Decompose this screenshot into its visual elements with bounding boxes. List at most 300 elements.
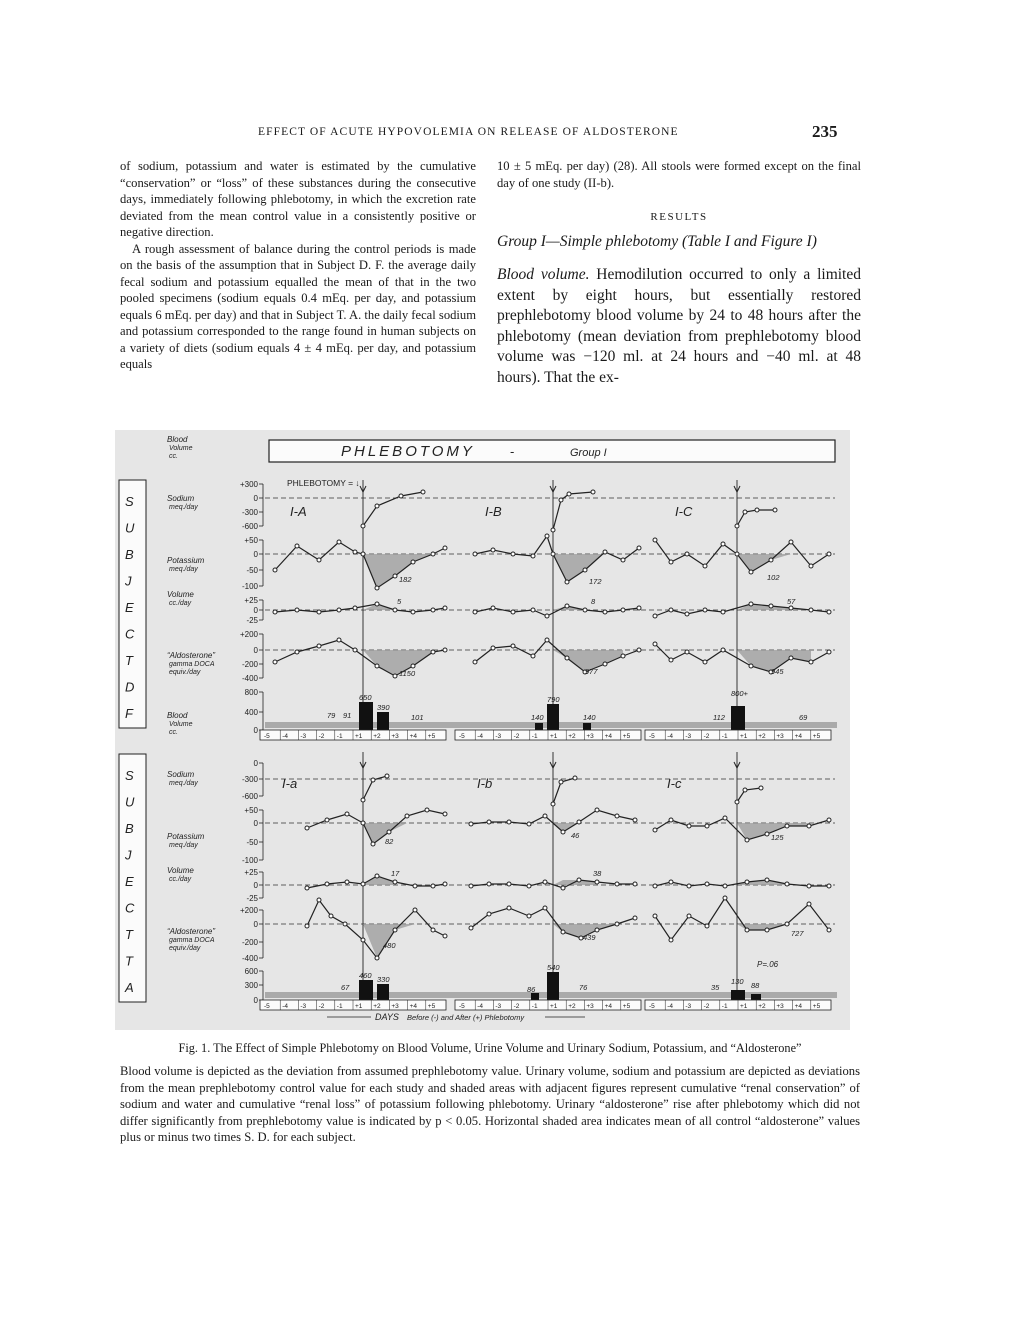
- volume-series-I-B-point: [511, 644, 515, 648]
- potassium-series-I-b-point: [543, 880, 547, 884]
- y-tick-label-blood: +300: [239, 480, 258, 489]
- value-annotation: 460: [359, 971, 372, 980]
- day-label: -3: [685, 733, 692, 740]
- day-label: +5: [622, 1003, 631, 1010]
- potassium-series-I-b-point: [615, 882, 619, 886]
- row-label-blood: Volume: [169, 721, 193, 728]
- potassium-series-I-A-point: [411, 610, 415, 614]
- potassium-series-I-C-point: [827, 610, 831, 614]
- aldo-bar-I-C-1: [731, 706, 745, 730]
- day-label: +2: [373, 733, 381, 740]
- sodium-series-I-A-point: [361, 552, 365, 556]
- volume-series-I-b-point: [543, 906, 547, 910]
- day-label: -2: [513, 1003, 520, 1010]
- row-label-volume: cc./day: [169, 600, 192, 607]
- potassium-series-I-B-point: [545, 614, 549, 618]
- volume-series-I-C-point: [703, 660, 707, 664]
- y-tick-label-aldo: 0: [253, 996, 258, 1005]
- y-tick-label-aldo: 300: [244, 981, 258, 990]
- blood-volume-text: Hemodilution occurred to only a limited extent by eight hours, but essentially restored prephlebotomy blood volume by 24 to 48 hours after the phlebotomy (mean deviation from prephlebotomy blood volume was −120 ml. at 24 hours and −40 ml. at 48 hours). That the ex-: [497, 266, 861, 386]
- sodium-series-I-C-point: [721, 542, 725, 546]
- aldo-bar-I-B-2: [535, 723, 543, 730]
- blood-series-I-A-point: [361, 524, 365, 528]
- figure-title-dash: -: [510, 444, 515, 459]
- day-label: -5: [264, 733, 270, 740]
- y-tick-label-sodium: +50: [244, 806, 258, 815]
- potassium-series-I-C-point: [669, 608, 673, 612]
- day-label: -5: [459, 1003, 465, 1010]
- left-paragraph-1: of sodium, potassium and water is estimated by the cumulative “conservation” or “loss” of these substances during the consecutive days, immediately following phlebotomy, in which the excretion rate deviated from the mean control value in a consistently positive or negative direction.: [120, 159, 476, 239]
- row-label-sodium: Sodium: [167, 770, 195, 779]
- sodium-series-I-A-point: [295, 544, 299, 548]
- value-annotation: 88: [751, 981, 760, 990]
- value-annotation: 182: [399, 575, 412, 584]
- volume-series-I-b-point: [507, 906, 511, 910]
- y-tick-label-sodium: 0: [253, 550, 258, 559]
- volume-series-I-c-point: [785, 922, 789, 926]
- day-label: -5: [649, 1003, 655, 1010]
- volume-series-I-B-point: [637, 648, 641, 652]
- day-label: -3: [495, 1003, 502, 1010]
- value-annotation: 5: [397, 597, 402, 606]
- sodium-series-I-b-point: [543, 814, 547, 818]
- panel-name-top: I-B: [485, 504, 502, 519]
- side-letter-bottom: S: [125, 768, 134, 783]
- y-tick-label-volume: -400: [241, 674, 258, 683]
- blood-series-I-b-point: [551, 802, 555, 806]
- value-annotation: 82: [385, 837, 394, 846]
- volume-series-I-c-point: [807, 902, 811, 906]
- value-annotation: 69: [799, 713, 808, 722]
- y-tick-label-volume: +200: [239, 906, 258, 915]
- right-continuation: 10 ± 5 mEq. per day) (28). All stools were formed except on the final day of one study (II-b).: [497, 159, 861, 190]
- potassium-series-I-B-point: [473, 610, 477, 614]
- potassium-series-I-A-point: [295, 608, 299, 612]
- day-label: +1: [740, 1003, 748, 1010]
- day-label: +5: [427, 1003, 436, 1010]
- potassium-series-I-c-point: [785, 882, 789, 886]
- blood-series-I-A-point: [399, 494, 403, 498]
- potassium-series-I-C-point: [809, 608, 813, 612]
- day-label: -4: [477, 733, 483, 740]
- volume-series-I-b-point: [561, 930, 565, 934]
- potassium-series-I-b-point: [487, 882, 491, 886]
- sodium-series-I-b-point: [595, 808, 599, 812]
- sodium-series-I-C-point: [789, 540, 793, 544]
- volume-series-I-a-point: [329, 914, 333, 918]
- volume-series-I-B-point: [545, 638, 549, 642]
- potassium-series-I-B-point: [603, 610, 607, 614]
- value-annotation: 650: [359, 693, 372, 702]
- blood-series-I-a-point: [361, 798, 365, 802]
- potassium-series-I-a-point: [305, 886, 309, 890]
- sodium-series-I-C-point: [653, 538, 657, 542]
- row-label-sodium: Sodium: [167, 494, 195, 503]
- volume-series-I-B-point: [473, 660, 477, 664]
- y-tick-label-sodium: -50: [246, 838, 258, 847]
- row-label-potassium: Potassium: [167, 556, 205, 565]
- potassium-series-I-c-point: [669, 880, 673, 884]
- value-annotation: 17: [391, 869, 400, 878]
- left-column: [120, 158, 476, 373]
- value-annotation: 8: [591, 597, 596, 606]
- sodium-series-I-b-point: [527, 822, 531, 826]
- potassium-series-I-b-point: [561, 886, 565, 890]
- row-label-potassium: meq./day: [169, 566, 198, 573]
- volume-series-I-A-point: [393, 674, 397, 678]
- sodium-series-I-a-point: [405, 814, 409, 818]
- volume-series-I-A-point: [353, 648, 357, 652]
- potassium-series-I-b-point: [633, 882, 637, 886]
- sodium-series-I-c-point: [723, 816, 727, 820]
- aldo-bar-I-B-1: [547, 704, 559, 730]
- volume-series-I-a-point: [431, 928, 435, 932]
- day-label: -2: [703, 1003, 710, 1010]
- value-annotation: 67: [341, 983, 350, 992]
- row-label-blood: Blood: [167, 711, 188, 720]
- value-annotation: 727: [791, 929, 804, 938]
- value-annotation: 79: [327, 711, 336, 720]
- volume-series-I-b-point: [469, 926, 473, 930]
- side-letter-bottom: T: [125, 927, 133, 942]
- y-tick-label-aldo: 600: [244, 967, 258, 976]
- figure-group-label: Group I: [570, 447, 607, 459]
- day-label: -5: [264, 1003, 270, 1010]
- y-tick-label-sodium: -50: [246, 566, 258, 575]
- potassium-series-I-B-point: [565, 604, 569, 608]
- volume-series-I-A-point: [375, 664, 379, 668]
- potassium-series-I-A-point: [375, 602, 379, 606]
- day-label: -1: [336, 733, 343, 740]
- figure-title: PHLEBOTOMY: [341, 443, 475, 460]
- sodium-series-I-B-point: [565, 580, 569, 584]
- potassium-series-I-C-point: [685, 612, 689, 616]
- side-letter-top: T: [125, 653, 133, 668]
- potassium-series-I-a-point: [413, 884, 417, 888]
- blood-series-I-B-point: [559, 498, 563, 502]
- blood-series-I-c-point: [759, 786, 763, 790]
- day-label: -3: [300, 1003, 307, 1010]
- volume-series-I-a-point: [305, 924, 309, 928]
- value-annotation: 101: [411, 713, 424, 722]
- day-label: -3: [685, 1003, 692, 1010]
- sodium-series-I-a-point: [425, 808, 429, 812]
- sodium-series-I-B-point: [473, 552, 477, 556]
- potassium-series-I-B-point: [531, 608, 535, 612]
- volume-series-I-a-point: [375, 956, 379, 960]
- row-label-sodium: meq./day: [169, 780, 198, 787]
- row-label-volume: Volume: [167, 866, 194, 875]
- row-label-aldo: equiv./day: [169, 669, 201, 676]
- potassium-series-I-A-point: [317, 610, 321, 614]
- volume-series-I-c-point: [705, 924, 709, 928]
- y-tick-label-potassium: 0: [253, 606, 258, 615]
- page-header: [0, 124, 1020, 146]
- days-legend: Before (-) and After (+) Phlebotomy: [407, 1013, 525, 1022]
- volume-series-I-b-point: [595, 928, 599, 932]
- row-label-aldo: “Aldosterone”: [167, 651, 216, 660]
- day-label: -1: [721, 733, 728, 740]
- y-tick-label-volume: 0: [253, 646, 258, 655]
- sodium-series-I-B-point: [621, 558, 625, 562]
- volume-series-I-C-point: [749, 664, 753, 668]
- row-label-blood: cc.: [169, 453, 178, 460]
- y-tick-label-potassium: +25: [244, 868, 258, 877]
- side-letter-top: B: [125, 547, 134, 562]
- row-label-potassium: Potassium: [167, 832, 205, 841]
- value-annotation: 800+: [731, 689, 748, 698]
- volume-series-I-c-point: [745, 928, 749, 932]
- side-letter-bottom: T: [125, 953, 133, 969]
- y-tick-label-volume: 0: [253, 920, 258, 929]
- sodium-series-I-A-point: [337, 540, 341, 544]
- aldo-bar-I-A-2: [377, 712, 389, 730]
- aldo-bar-I-B-3: [583, 723, 591, 730]
- day-label: +5: [812, 733, 821, 740]
- volume-series-I-c-point: [669, 938, 673, 942]
- sodium-series-I-a-point: [345, 812, 349, 816]
- day-label: +3: [391, 733, 399, 740]
- volume-series-I-c-point: [765, 928, 769, 932]
- blood-series-I-B-point: [551, 528, 555, 532]
- day-label: +3: [586, 733, 594, 740]
- row-label-blood: cc.: [169, 729, 178, 736]
- volume-series-I-C-point: [685, 650, 689, 654]
- y-tick-label-blood: 0: [253, 494, 258, 503]
- potassium-series-I-b-point: [527, 884, 531, 888]
- y-tick-label-aldo: 0: [253, 726, 258, 735]
- value-annotation: 480: [383, 941, 396, 950]
- value-annotation: 439: [583, 933, 596, 942]
- potassium-series-I-A-point: [431, 608, 435, 612]
- days-label: DAYS: [375, 1012, 399, 1022]
- day-label: +1: [355, 733, 363, 740]
- y-tick-label-aldo: 800: [244, 688, 258, 697]
- volume-series-I-B-point: [491, 646, 495, 650]
- volume-series-I-A-point: [431, 650, 435, 654]
- value-annotation: 140: [531, 713, 544, 722]
- blood-series-I-b-point: [559, 780, 563, 784]
- blood-series-I-C-point: [735, 524, 739, 528]
- p-value-annotation: P=.06: [757, 960, 779, 969]
- volume-series-I-B-point: [565, 656, 569, 660]
- day-label: +4: [409, 1003, 418, 1010]
- potassium-series-I-A-point: [337, 608, 341, 612]
- volume-series-I-B-point: [531, 654, 535, 658]
- day-label: -1: [336, 1003, 343, 1010]
- volume-series-I-a-point: [317, 898, 321, 902]
- potassium-series-I-B-point: [491, 606, 495, 610]
- potassium-series-I-B-point: [583, 608, 587, 612]
- left-paragraph-2: A rough assessment of balance during the control periods is made on the basis of the assumption that in Subject D. F. the average daily fecal sodium and potassium equalled the mean of that in the two pooled specimens (sodium equals 0.4 mEq. per day, and potassium equals 6 mEq. per day) and that in Subject T. A. the daily fecal sodium and potassium corresponded to the range found in human subjects on a variety of diets (sodium equals 4 ± 4 mEq. per day, and potassium equals: [120, 241, 476, 371]
- value-annotation: 1150: [399, 669, 416, 678]
- y-tick-label-blood: 0: [253, 759, 258, 768]
- value-annotation: 91: [343, 711, 352, 720]
- day-label: +4: [604, 733, 613, 740]
- day-label: +4: [604, 1003, 613, 1010]
- side-letter-top: F: [125, 706, 133, 721]
- day-label: +3: [776, 733, 784, 740]
- day-label: -5: [459, 733, 465, 740]
- day-label: -3: [300, 733, 307, 740]
- value-annotation: 35: [711, 983, 720, 992]
- sodium-series-I-B-point: [603, 550, 607, 554]
- potassium-series-I-B-point: [511, 610, 515, 614]
- volume-series-I-a-point: [361, 938, 365, 942]
- right-column: [497, 158, 861, 388]
- caption-body: Blood volume is depicted as the deviation from assumed prephlebotomy value. Urinary volume, sodium and potassium are depicted as deviations from the mean prephlebotomy control value for each study and shaded areas with adjacent figures represent cumulative “renal conservation” of sodium and water and cumulative “renal loss” of potassium following phlebotomy. Urinary “aldosterone” rise after phlebotomy which did not differ significantly from prephlebotomy value is indicated by p < 0.05. Horizontal shaded area indicates mean of all control “aldosterone” values plus or minus two times S. D. for each subject.: [120, 1064, 860, 1144]
- y-tick-label-sodium: 0: [253, 819, 258, 828]
- phlebotomy-marker-legend: PHLEBOTOMY = ↓: [287, 478, 360, 488]
- panel-name-bottom: I-a: [282, 776, 298, 791]
- volume-series-I-a-point: [393, 928, 397, 932]
- blood-series-I-b-point: [573, 776, 577, 780]
- volume-series-I-A-point: [273, 660, 277, 664]
- y-tick-label-sodium: -100: [241, 856, 258, 865]
- side-letter-bottom: U: [125, 794, 135, 810]
- potassium-series-I-c-point: [653, 884, 657, 888]
- potassium-series-I-c-point: [765, 878, 769, 882]
- sodium-series-I-A-point: [317, 558, 321, 562]
- y-tick-label-aldo: 400: [244, 708, 258, 717]
- aldo-bar-I-b-2: [531, 993, 539, 1000]
- row-label-aldo: “Aldosterone”: [167, 927, 216, 936]
- side-letter-bottom: J: [125, 847, 132, 863]
- potassium-series-I-C-point: [653, 614, 657, 618]
- row-label-sodium: meq./day: [169, 504, 198, 511]
- group-heading: Group I—Simple phlebotomy (Table I and Figure I): [497, 233, 817, 250]
- potassium-series-I-A-point: [353, 606, 357, 610]
- potassium-series-I-c-point: [723, 884, 727, 888]
- sodium-series-I-b-point: [633, 818, 637, 822]
- potassium-series-I-a-point: [431, 884, 435, 888]
- y-tick-label-blood: -300: [241, 775, 258, 784]
- potassium-series-I-c-point: [745, 880, 749, 884]
- day-label: -2: [703, 733, 710, 740]
- sodium-series-I-A-point: [431, 552, 435, 556]
- sodium-series-I-A-point: [273, 568, 277, 572]
- volume-series-I-B-point: [621, 654, 625, 658]
- volume-series-I-A-point: [295, 650, 299, 654]
- running-head: EFFECT OF ACUTE HYPOVOLEMIA ON RELEASE OF ALDOSTERONE: [258, 126, 679, 138]
- side-letter-top: S: [125, 494, 134, 509]
- sodium-series-I-c-point: [687, 824, 691, 828]
- potassium-series-I-A-point: [273, 610, 277, 614]
- side-letter-bottom: B: [125, 821, 134, 836]
- sodium-series-I-A-point: [353, 550, 357, 554]
- blood-series-I-a-point: [371, 778, 375, 782]
- day-label: +1: [355, 1003, 363, 1010]
- sodium-series-I-a-point: [371, 842, 375, 846]
- day-label: -2: [318, 733, 325, 740]
- volume-series-I-C-point: [721, 648, 725, 652]
- volume-series-I-B-point: [603, 662, 607, 666]
- value-annotation: 125: [771, 833, 784, 842]
- volume-series-I-C-point: [827, 650, 831, 654]
- panel-name-top: I-C: [675, 504, 693, 519]
- sodium-series-I-C-point: [703, 564, 707, 568]
- day-label: -2: [513, 733, 520, 740]
- volume-series-I-c-point: [827, 928, 831, 932]
- day-label: -4: [667, 733, 673, 740]
- sodium-series-I-c-point: [653, 828, 657, 832]
- value-annotation: 86: [527, 985, 536, 994]
- sodium-series-I-c-point: [785, 824, 789, 828]
- aldo-bar-I-c-1: [731, 990, 745, 1000]
- day-label: +3: [391, 1003, 399, 1010]
- y-tick-label-volume: -400: [241, 954, 258, 963]
- sodium-series-I-c-point: [745, 838, 749, 842]
- sodium-series-I-C-point: [827, 552, 831, 556]
- day-label: +2: [568, 733, 576, 740]
- day-label: -4: [282, 1003, 288, 1010]
- day-label: -3: [495, 733, 502, 740]
- sodium-series-I-b-point: [469, 822, 473, 826]
- aldo-bar-I-A-1: [359, 702, 373, 730]
- volume-series-I-a-point: [443, 934, 447, 938]
- sodium-series-I-b-point: [487, 820, 491, 824]
- day-label: -4: [667, 1003, 673, 1010]
- day-label: +1: [740, 733, 748, 740]
- panel-name-bottom: I-c: [667, 776, 682, 791]
- day-label: -2: [318, 1003, 325, 1010]
- potassium-series-I-c-point: [687, 884, 691, 888]
- volume-series-I-b-point: [487, 912, 491, 916]
- blood-series-I-C-point: [755, 508, 759, 512]
- aldo-bar-I-a-1: [359, 980, 373, 1000]
- value-annotation: 790: [547, 695, 560, 704]
- volume-series-I-A-point: [443, 648, 447, 652]
- volume-series-I-C-point: [789, 656, 793, 660]
- row-label-aldo: gamma DOCA: [169, 661, 215, 668]
- sodium-series-I-c-point: [765, 832, 769, 836]
- blood-series-I-A-point: [421, 490, 425, 494]
- sodium-series-I-C-point: [769, 558, 773, 562]
- results-heading: RESULTS: [650, 211, 708, 223]
- potassium-series-I-c-point: [827, 884, 831, 888]
- sodium-series-I-b-point: [561, 830, 565, 834]
- sodium-series-I-c-point: [807, 824, 811, 828]
- side-letter-top: U: [125, 520, 135, 536]
- potassium-series-I-C-point: [721, 610, 725, 614]
- figure-1: [115, 430, 850, 1030]
- side-letter-bottom: A: [125, 980, 134, 995]
- day-label: -5: [649, 733, 655, 740]
- row-label-blood: Blood: [167, 435, 188, 444]
- potassium-series-I-a-point: [325, 882, 329, 886]
- blood-series-I-B-point: [591, 490, 595, 494]
- caption-title: Fig. 1. The Effect of Simple Phlebotomy on Blood Volume, Urine Volume and Urinary Sodium, Potassium, and “Aldosterone”: [178, 1041, 802, 1055]
- volume-series-I-C-point: [653, 642, 657, 646]
- side-letter-bottom: E: [125, 874, 134, 889]
- aldo-bar-I-b-1: [547, 972, 559, 1000]
- sodium-series-I-C-point: [735, 552, 739, 556]
- side-letter-top: J: [125, 573, 132, 589]
- value-annotation: 130: [731, 977, 744, 986]
- volume-series-I-a-point: [343, 922, 347, 926]
- sodium-series-I-a-point: [305, 826, 309, 830]
- value-annotation: 945: [771, 667, 784, 676]
- sodium-series-I-a-point: [325, 818, 329, 822]
- sodium-series-I-b-point: [577, 820, 581, 824]
- potassium-series-I-a-point: [393, 880, 397, 884]
- potassium-series-I-B-point: [637, 606, 641, 610]
- volume-series-I-C-point: [669, 658, 673, 662]
- sodium-series-I-c-point: [827, 818, 831, 822]
- value-annotation: 46: [571, 831, 580, 840]
- day-label: +2: [373, 1003, 381, 1010]
- potassium-series-I-a-point: [361, 882, 365, 886]
